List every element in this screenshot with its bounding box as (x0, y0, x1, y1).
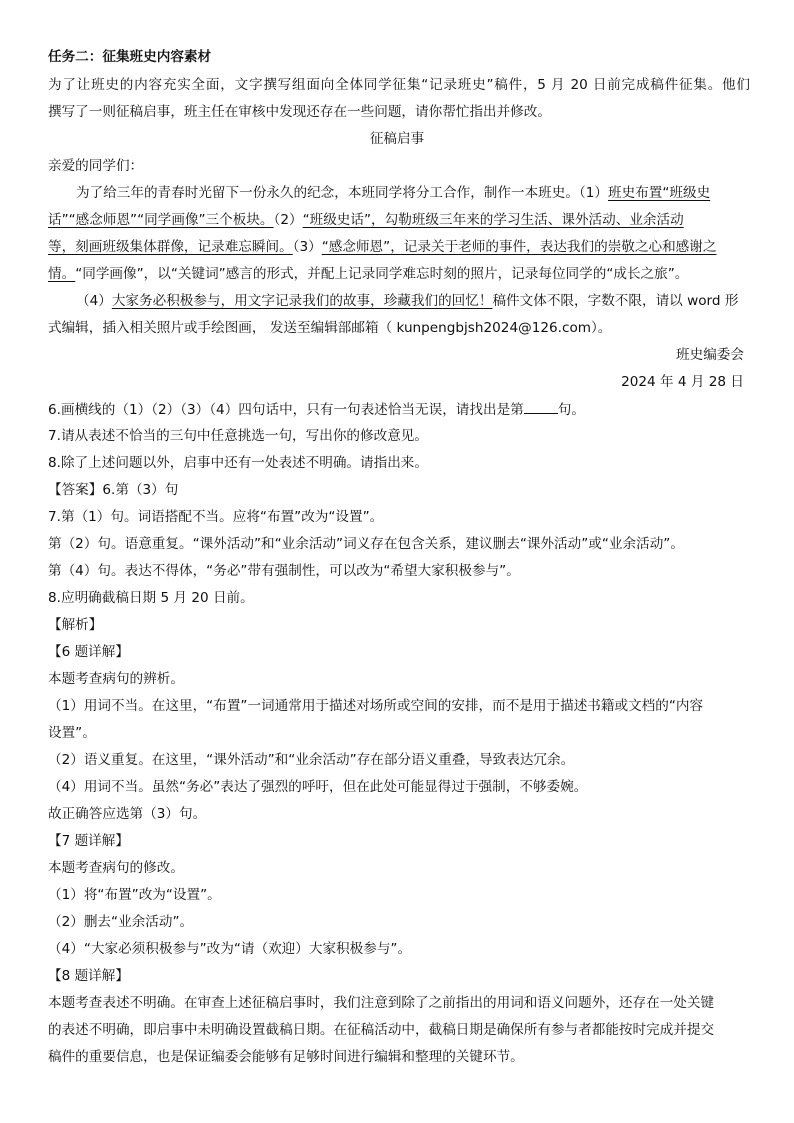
notice-paragraph-line-1 (76, 184, 710, 202)
notice-text: 为了给三年的青春时光留下一份永久的纪念，本班同学将分工合作，制作一本班史。（1） (76, 185, 609, 201)
notice-paragraph-line-2 (48, 211, 684, 229)
task-heading: 任务二：征集班史内容素材 (48, 49, 212, 65)
answer-line-1: 【答案】6.第（3）句 (48, 482, 179, 498)
question-6-suffix: 句。 (557, 402, 585, 418)
analysis-heading: 【解析】 (48, 617, 103, 633)
q7-detail-line-4: （4）“大家必须积极参与”改为“请（欢迎）大家积极参与”。 (48, 941, 412, 957)
q6-detail-heading: 【6 题详解】 (48, 644, 129, 660)
underlined-sentence-1: 班史布置“班级史 (608, 185, 711, 201)
notice-paragraph-line-6: 式编辑，插入相关照片或手绘图画， 发送至编辑部邮箱（ kunpengbjsh2024@126.com）。 (48, 320, 612, 336)
q8-detail-line-3: 稿件的重要信息，也是保证编委会能够有足够时间进行编辑和整理的关键环节。 (48, 1049, 524, 1065)
underlined-sentence-3: “感念师恩”，记录关于老师的事件，表达我们的崇敬之心和感谢之 (321, 239, 717, 255)
notice-text: 稿件文体不限，字数不限，请以 word 形 (492, 293, 739, 309)
q7-detail-heading: 【7 题详解】 (48, 833, 129, 849)
q6-detail-line-3: 设置”。 (48, 725, 96, 741)
underlined-sentence-2: “班级史话”，勾勒班级三年来的学习生活、课外活动、业余活动 (302, 212, 684, 228)
q6-detail-line-2: （1）用词不当。在这里，“布置”一词通常用于描述对场所或空间的安排，而不是用于描述书籍或文档的“内容 (48, 698, 704, 714)
q7-detail-line-2: （1）将“布置”改为“设置”。 (48, 887, 221, 903)
notice-paragraph-line-5 (76, 292, 738, 310)
notice-title: 征稿启事 (369, 131, 425, 147)
question-6 (48, 400, 585, 419)
intro-line-2: 撰写了一则征稿启事，班主任在审核中发现还存在一些问题，请你帮忙指出并修改。 (48, 104, 551, 120)
sentence-2-marker: （2） (273, 212, 303, 228)
notice-paragraph-line-4 (48, 265, 688, 283)
question-7: 7.请从表述不恰当的三句中任意挑选一句，写出你的修改意见。 (48, 428, 428, 444)
q7-detail-line-3: （2）删去“业余活动”。 (48, 914, 194, 930)
question-6-text: 6.画横线的（1）（2）（3）（4）四句话中，只有一句表述恰当无误，请找出是第 (48, 402, 524, 418)
q7-detail-line-1: 本题考查病句的修改。 (48, 860, 184, 876)
notice-paragraph-line-3 (48, 238, 716, 256)
notice-text: “同学画像”，以“关键词”感言的形式，并配上记录同学难忘时刻的照片，记录每位同学的“成长之旅”。 (75, 266, 689, 282)
notice-greeting: 亲爱的同学们： (48, 158, 144, 174)
q8-detail-line-1: 本题考查表述不明确。在审查上述征稿启事时，我们注意到除了之前指出的用词和语义问题外，还存在一处关键 (48, 995, 715, 1011)
q8-detail-heading: 【8 题详解】 (48, 968, 129, 984)
sentence-3-marker: （3） (292, 239, 322, 255)
q6-detail-line-1: 本题考查病句的辨析。 (48, 671, 184, 687)
q6-detail-line-6: 故正确答应选第（3）句。 (48, 806, 207, 822)
intro-line-1: 为了让班史的内容充实全面，文字撰写组面向全体同学征集“记录班史”稿件，5 月 20 日前完成稿件征集。他们 (48, 77, 750, 93)
q6-detail-line-5: （4）用词不当。虽然“务必”表达了强烈的呼吁，但在此处可能显得过于强制，不够委婉。 (48, 779, 588, 795)
q8-detail-line-2: 的表述不明确，即启事中未明确设置截稿日期。在征稿活动中，截稿日期是确保所有参与者都能按时完成并提交 (48, 1022, 715, 1038)
notice-signature: 班史编委会 (676, 347, 744, 363)
answer-line-2: 7.第（1）句。词语搭配不当。应将“布置”改为“设置”。 (48, 509, 384, 525)
question-8: 8.除了上述问题以外，启事中还有一处表述不明确。请指出来。 (48, 455, 428, 471)
sentence-4-marker: （4） (76, 293, 112, 309)
underlined-sentence-3-cont: 情。 (48, 266, 76, 282)
underlined-sentence-1-cont: 话”“感念师恩”“同学画像”三个板块。 (48, 212, 274, 228)
answer-line-5: 8.应明确截稿日期 5 月 20 日前。 (48, 590, 254, 606)
answer-line-3: 第（2）句。语意重复。“课外活动”和“业余活动”词义存在包含关系，建议删去“课外活动”或“业余活动”。 (48, 536, 684, 552)
answer-blank (524, 400, 558, 414)
q6-detail-line-4: （2）语义重复。在这里，“课外活动”和“业余活动”存在部分语义重叠，导致表达冗余。 (48, 752, 575, 768)
notice-date: 2024 年 4 月 28 日 (621, 374, 744, 390)
underlined-sentence-4: 大家务必积极参与，用文字记录我们的故事，珍藏我们的回忆！ (111, 293, 493, 309)
answer-line-4: 第（4）句。表达不得体，“务必”带有强制性，可以改为“希望大家积极参与”。 (48, 563, 520, 579)
underlined-sentence-2-cont: 等，刻画班级集体群像，记录难忘瞬间。 (48, 239, 293, 255)
